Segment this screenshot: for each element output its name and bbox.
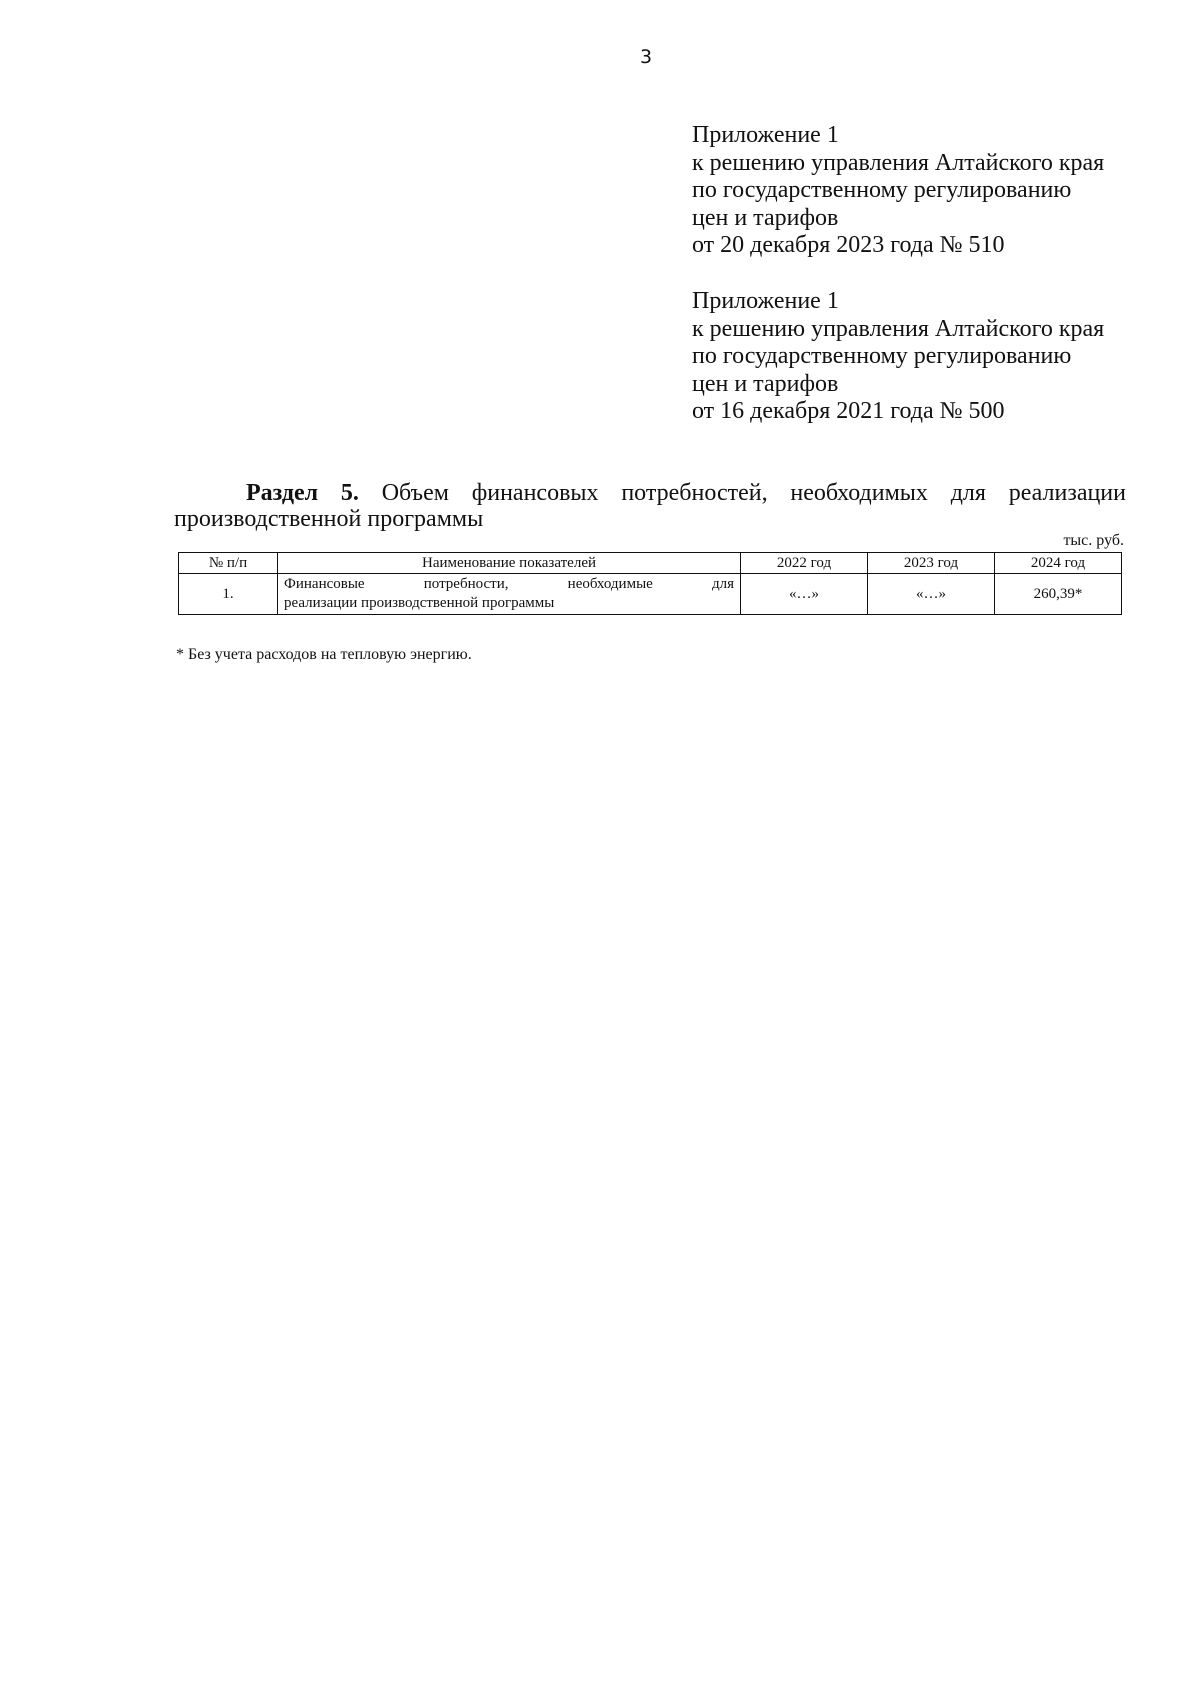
financial-needs-table: [178, 552, 1122, 615]
section-heading-line1: [174, 480, 1126, 506]
appendix-line: от 20 декабря 2023 года № 510: [692, 232, 1005, 258]
appendix-line: по государственному регулированию: [692, 177, 1072, 203]
section-label: Раздел 5.: [246, 480, 359, 506]
appendix-line: к решению управления Алтайского края: [692, 149, 1105, 176]
section-heading: [174, 480, 1126, 532]
row-indicator-name: [278, 574, 741, 615]
header-number: № п/п: [179, 553, 278, 574]
row-value-2023: «…»: [868, 574, 995, 615]
appendix-line: цен и тарифов: [692, 370, 839, 397]
appendix-line: Приложение 1: [692, 288, 839, 314]
header-2023: 2023 год: [868, 553, 995, 574]
row-value-2024: 260,39*: [995, 574, 1122, 615]
units-label: тыс. руб.: [1063, 532, 1124, 549]
row-value-2022: «…»: [741, 574, 868, 615]
page-number: 3: [640, 46, 653, 68]
header-2022: 2022 год: [741, 553, 868, 574]
row-name-line2: реализации производственной программы: [284, 595, 555, 611]
header-indicator-name: Наименование показателей: [278, 553, 741, 574]
table-row: [179, 574, 1122, 615]
row-name-line1: Финансовые потребности, необходимые для: [284, 576, 734, 592]
footnote: * Без учета расходов на тепловую энергию.: [176, 646, 472, 663]
appendix-line: по государственному регулированию: [692, 343, 1072, 369]
appendix-line: от 16 декабря 2021 года № 500: [692, 398, 1005, 424]
header-2024: 2024 год: [995, 553, 1122, 574]
appendix-line: к решению управления Алтайского края: [692, 315, 1105, 342]
appendix-current-block: [692, 122, 1162, 260]
section-title-text: Объем финансовых потребностей, необходимых для реализации: [381, 480, 1126, 506]
appendix-original-block: [692, 288, 1162, 426]
table-header-row: [179, 553, 1122, 574]
section-heading-line2: производственной программы: [174, 506, 484, 532]
appendix-line: цен и тарифов: [692, 204, 839, 231]
row-number: 1.: [179, 574, 278, 615]
appendix-line: Приложение 1: [692, 122, 839, 148]
